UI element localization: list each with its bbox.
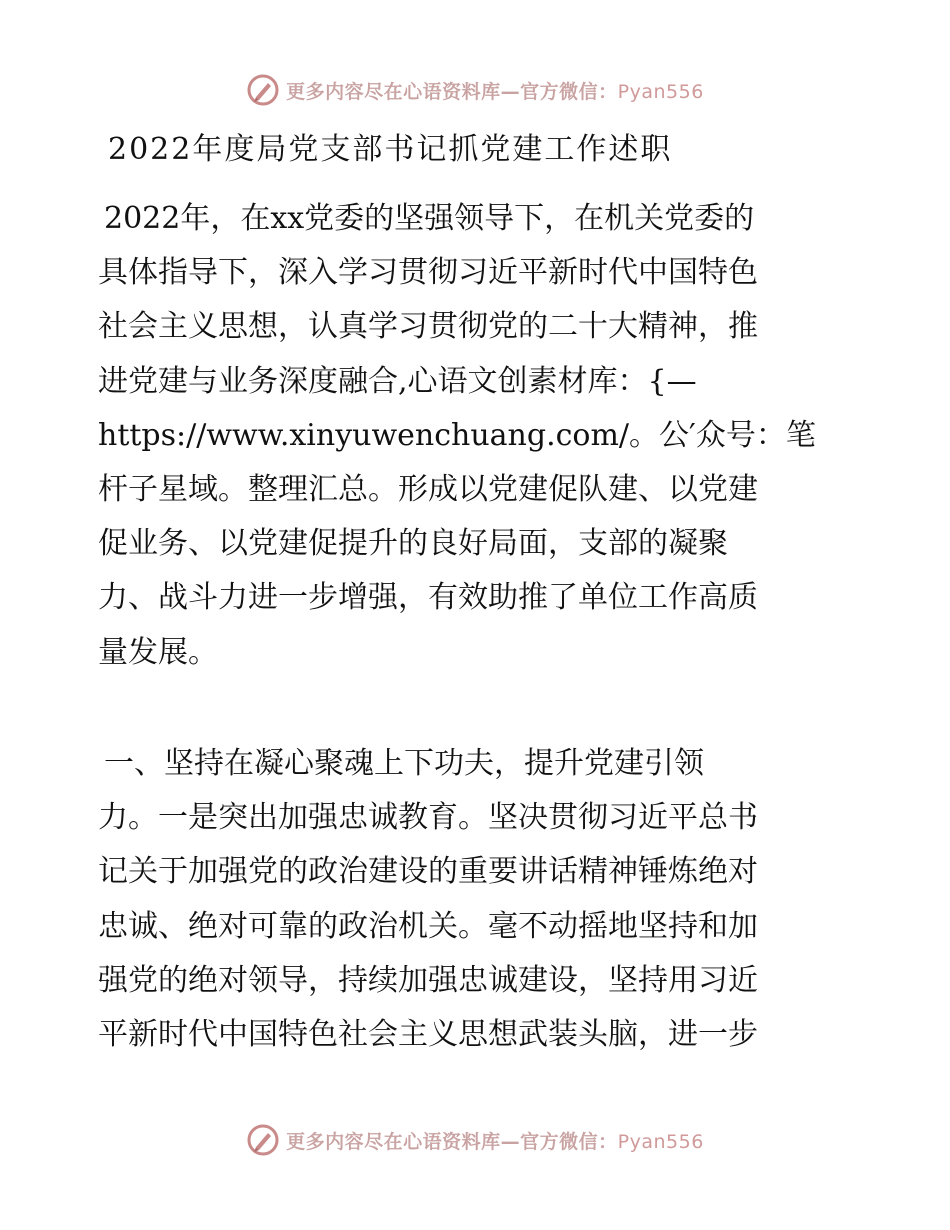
text-line: 量发展。 xyxy=(98,634,218,670)
text-line: 力、战斗力进一步增强，有效助推了单位工作高质 xyxy=(98,580,758,616)
paragraph-section-one xyxy=(98,737,758,1062)
text-line: 社会主义思想，认真学习贯彻党的二十大精神，推 xyxy=(98,309,758,345)
text-line: https://www.xinyuwenchuang.com/。公′众号：笔 xyxy=(98,417,816,453)
text-line: 忠诚、绝对可靠的政治机关。毫不动摇地坚持和加 xyxy=(98,908,758,944)
text-line: 具体指导下，深入学习贯彻习近平新时代中国特色 xyxy=(98,255,758,291)
text-line: 2022年，在xx党委的坚强领导下，在机关党委的 xyxy=(104,201,755,236)
text-line: 强党的绝对领导，持续加强忠诚建设，坚持用习近 xyxy=(98,962,758,998)
paragraph-intro xyxy=(98,192,816,680)
document-title: 2022年度局党支部书记抓党建工作述职 xyxy=(108,132,673,167)
text-line: 杆子星域。整理汇总。形成以党建促队建、以党建 xyxy=(98,471,758,507)
banner-text: 更多内容尽在心语资料库—官方微信：Pyan556 xyxy=(286,1130,704,1153)
text-line: 力。一是突出加强忠诚教育。坚决贯彻习近平总书 xyxy=(98,800,758,836)
banner-text: 更多内容尽在心语资料库—官方微信：Pyan556 xyxy=(286,80,704,103)
text-line: 平新时代中国特色社会主义思想武装头脑，进一步 xyxy=(98,1016,758,1052)
text-line: 记关于加强党的政治建设的重要讲话精神锤炼绝对 xyxy=(98,854,758,890)
header-watermark-banner xyxy=(0,70,950,110)
wechat-id: Pyan556 xyxy=(617,1130,704,1153)
text-line: 一、坚持在凝心聚魂上下功夫，提升党建引领 xyxy=(104,746,704,781)
wechat-id: Pyan556 xyxy=(617,80,704,103)
pen-circle-logo-icon xyxy=(246,1123,280,1157)
text-line: 促业务、以党建促提升的良好局面，支部的凝聚 xyxy=(98,526,728,562)
pen-circle-logo-icon xyxy=(246,73,280,107)
footer-watermark-banner xyxy=(0,1120,950,1160)
text-line: 进党建与业务深度融合,心语文创素材库：{— xyxy=(98,363,697,399)
